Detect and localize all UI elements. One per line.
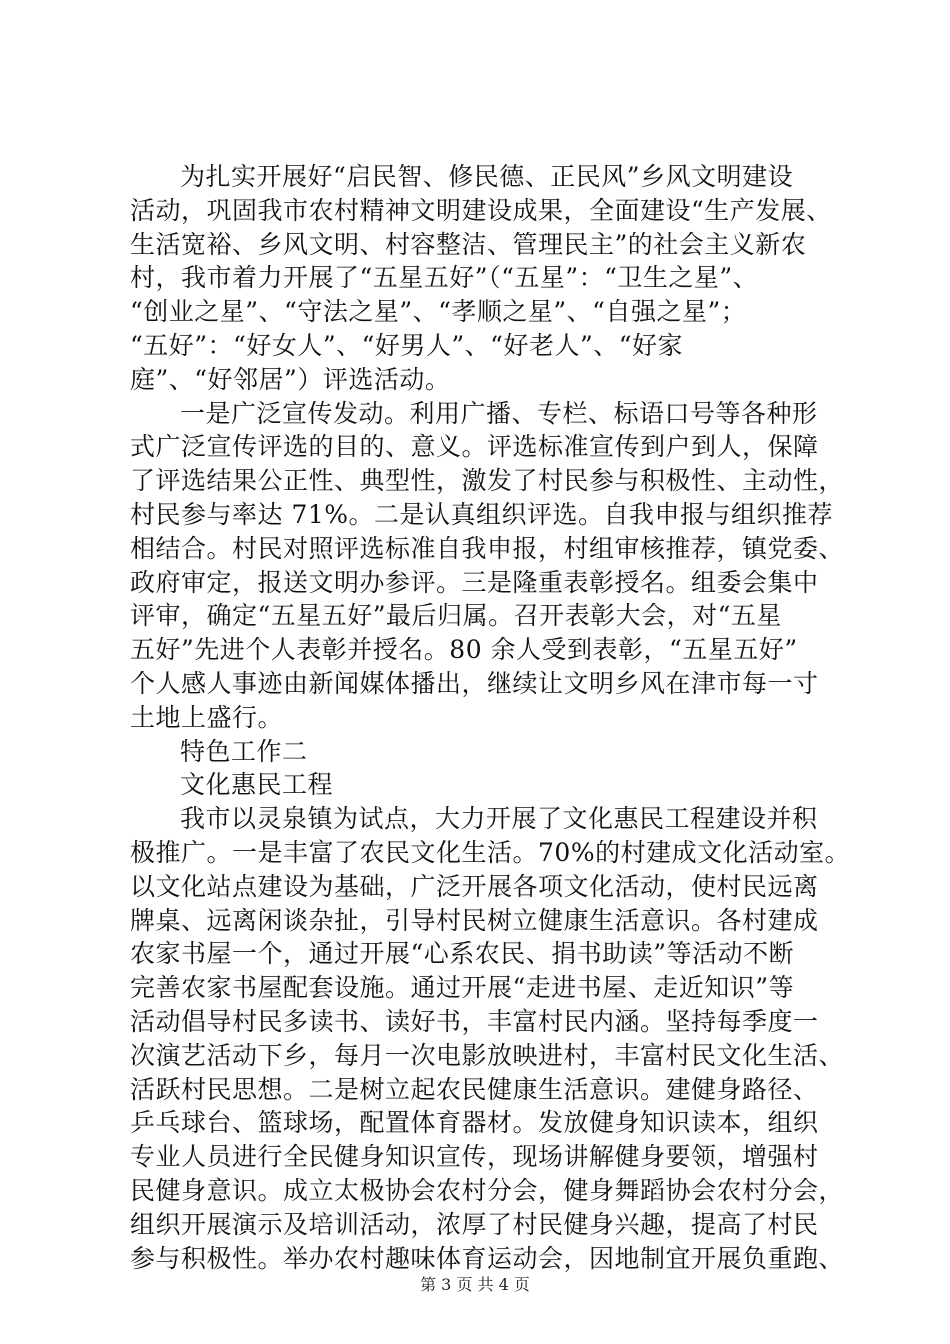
- text-line: 组织开展演示及培训活动，浓厚了村民健身兴趣，提高了村民: [130, 1209, 819, 1239]
- text-line: “五好”：“好女人”、“好男人”、“好老人”、“好家: [130, 331, 684, 360]
- text-line: 活动，巩固我市农村精神文明建设成果，全面建设“生产发展、: [130, 195, 832, 225]
- text-line: 特色工作二: [180, 736, 308, 766]
- text-line: 式广泛宣传评选的目的、意义。评选标准宣传到户到人，保障: [130, 432, 819, 462]
- text-line: 农家书屋一个，通过开展“心系农民、捐书助读”等活动不断: [130, 939, 795, 969]
- text-line: 活跃村民思想。二是树立起农民健康生活意识。建健身路径、: [130, 1074, 819, 1104]
- text-line: 个人感人事迹由新闻媒体播出，继续让文明乡风在津市每一寸: [130, 669, 819, 698]
- text-line: “创业之星”、“守法之星”、“孝顺之星”、“自强之星”；: [130, 297, 747, 327]
- text-line: 五好”先进个人表彰并授名。80 余人受到表彰，“五星五好”: [130, 635, 798, 665]
- text-line: 一是广泛宣传发动。利用广播、专栏、标语口号等各种形: [180, 398, 818, 428]
- text-line: 村民参与率达 71%。二是认真组织评选。自我申报与组织推荐: [130, 500, 834, 529]
- text-line: 政府审定，报送文明办参评。三是隆重表彰授名。组委会集中: [130, 567, 819, 597]
- text-line: 活动倡导村民多读书、读好书，丰富村民内涵。坚持每季度一: [130, 1007, 819, 1036]
- text-line: 生活宽裕、乡风文明、村容整洁、管理民主”的社会主义新农: [130, 229, 807, 259]
- text-line: 为扎实开展好“启民智、修民德、正民风”乡风文明建设: [180, 162, 794, 191]
- text-line: 文化惠民工程: [180, 770, 334, 800]
- text-line: 评审，确定“五星五好”最后归属。召开表彰大会，对“五星: [130, 601, 782, 631]
- text-line: 以文化站点建设为基础，广泛开展各项文化活动，使村民远离: [130, 871, 819, 901]
- page-footer: 第 3 页 共 4 页: [420, 1275, 530, 1294]
- text-line: 我市以灵泉镇为试点，大力开展了文化惠民工程建设并积: [180, 804, 818, 834]
- text-line: 民健身意识。成立太极协会农村分会，健身舞蹈协会农村分会，: [130, 1176, 845, 1205]
- text-line: 庭”、“好邻居”）评选活动。: [130, 364, 451, 394]
- text-line: 参与积极性。举办农村趣味体育运动会，因地制宜开展负重跑、: [130, 1243, 845, 1273]
- text-line: 专业人员进行全民健身知识宣传，现场讲解健身要领，增强村: [130, 1142, 819, 1172]
- text-line: 乒乓球台、篮球场，配置体育器材。发放健身知识读本，组织: [130, 1108, 819, 1138]
- text-line: 了评选结果公正性、典型性，激发了村民参与积极性、主动性，: [130, 466, 845, 496]
- text-line: 土地上盛行。: [130, 702, 284, 732]
- text-line: 次演艺活动下乡，每月一次电影放映进村，丰富村民文化生活、: [130, 1040, 845, 1070]
- text-line: 完善农家书屋配套设施。通过开展“走进书屋、走近知识”等: [130, 973, 795, 1003]
- text-line: 相结合。村民对照评选标准自我申报，村组审核推荐，镇党委、: [130, 533, 845, 563]
- text-line: 极推广。一是丰富了农民文化生活。70%的村建成文化活动室。: [130, 838, 851, 867]
- text-line: 村，我市着力开展了“五星五好”（“五星”：“卫生之星”、: [130, 263, 759, 293]
- text-line: 牌桌、远离闲谈杂扯，引导村民树立健康生活意识。各村建成: [130, 905, 819, 935]
